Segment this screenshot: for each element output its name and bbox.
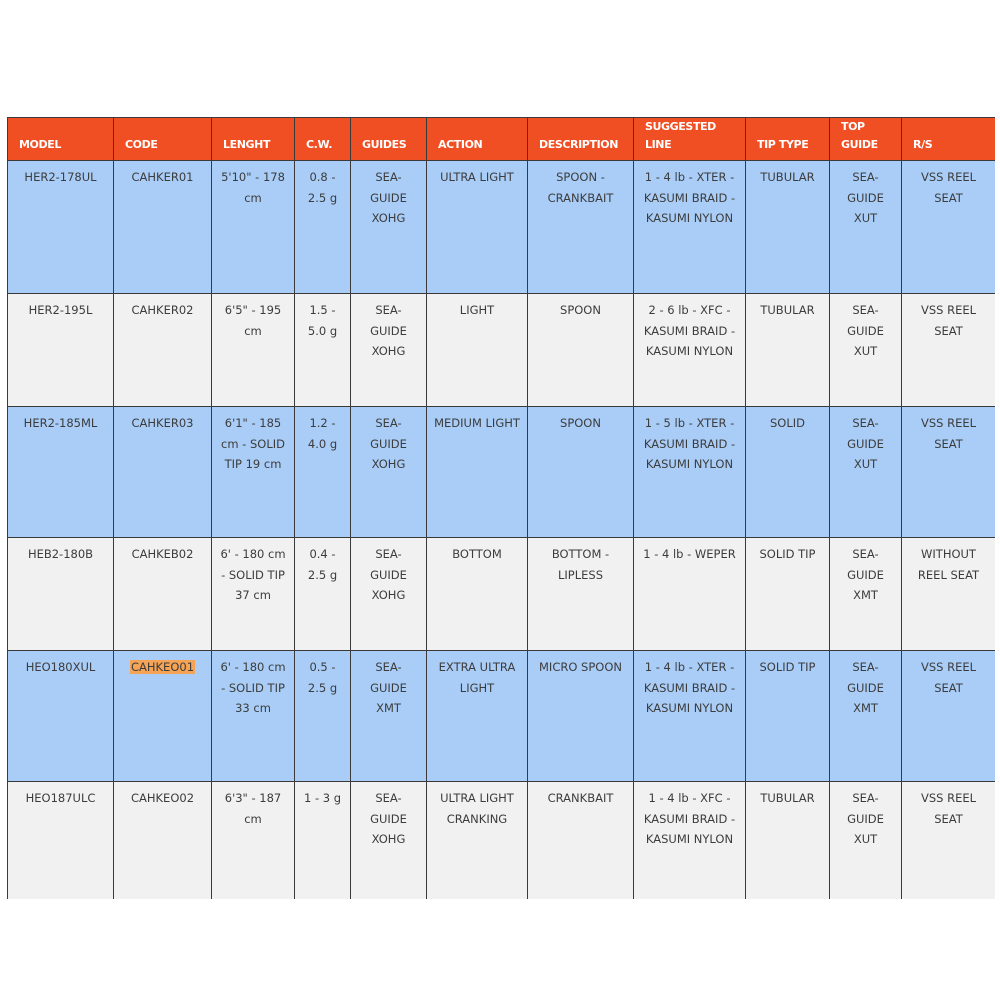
cell-action: EXTRA ULTRA LIGHT bbox=[427, 651, 528, 782]
cell-guides: SEA-GUIDE XOHG bbox=[351, 538, 427, 651]
cell-description: SPOON bbox=[528, 407, 634, 538]
header-action[interactable]: ACTION bbox=[427, 118, 528, 161]
header-top-guide[interactable]: TOP GUIDE bbox=[830, 118, 902, 161]
cell-code: CAHKEB02 bbox=[114, 538, 212, 651]
cell-guides: SEA-GUIDE XMT bbox=[351, 651, 427, 782]
cell-description: SPOON - CRANKBAIT bbox=[528, 161, 634, 294]
table-row bbox=[8, 538, 996, 651]
header-guides[interactable]: GUIDES bbox=[351, 118, 427, 161]
cell-code: CAHKER01 bbox=[114, 161, 212, 294]
cell-top-guide: SEA-GUIDE XUT bbox=[830, 161, 902, 294]
header-tip-type[interactable]: TIP TYPE bbox=[746, 118, 830, 161]
cell-model: HER2-185ML bbox=[8, 407, 114, 538]
header-model[interactable]: MODEL bbox=[8, 118, 114, 161]
cell-cw: 0.8 - 2.5 g bbox=[295, 161, 351, 294]
cell-suggested-line: 1 - 4 lb - XFC - KASUMI BRAID - KASUMI NYLON bbox=[634, 782, 746, 900]
cell-cw: 1.2 - 4.0 g bbox=[295, 407, 351, 538]
table-row bbox=[8, 294, 996, 407]
table-row bbox=[8, 651, 996, 782]
header-cw[interactable]: C.W. bbox=[295, 118, 351, 161]
cell-rs: VSS REEL SEAT bbox=[902, 407, 996, 538]
table-row bbox=[8, 782, 996, 900]
cell-guides: SEA-GUIDE XOHG bbox=[351, 294, 427, 407]
header-row bbox=[8, 118, 996, 161]
cell-model: HER2-195L bbox=[8, 294, 114, 407]
cell-length: 6' - 180 cm - SOLID TIP 33 cm bbox=[212, 651, 295, 782]
cell-top-guide: SEA-GUIDE XUT bbox=[830, 782, 902, 900]
header-description[interactable]: DESCRIPTION bbox=[528, 118, 634, 161]
header-length[interactable]: LENGHT bbox=[212, 118, 295, 161]
cell-length: 6'1" - 185 cm - SOLID TIP 19 cm bbox=[212, 407, 295, 538]
cell-rs: VSS REEL SEAT bbox=[902, 782, 996, 900]
cell-tip-type: SOLID TIP bbox=[746, 538, 830, 651]
cell-suggested-line: 1 - 4 lb - XTER - KASUMI BRAID - KASUMI NYLON bbox=[634, 161, 746, 294]
cell-cw: 1 - 3 g bbox=[295, 782, 351, 900]
header-code[interactable]: CODE bbox=[114, 118, 212, 161]
cell-code: CAHKER02 bbox=[114, 294, 212, 407]
cell-guides: SEA-GUIDE XOHG bbox=[351, 782, 427, 900]
cell-guides: SEA-GUIDE XOHG bbox=[351, 407, 427, 538]
cell-action: BOTTOM bbox=[427, 538, 528, 651]
cell-top-guide: SEA-GUIDE XMT bbox=[830, 651, 902, 782]
cell-action: ULTRA LIGHT bbox=[427, 161, 528, 294]
cell-cw: 0.4 - 2.5 g bbox=[295, 538, 351, 651]
cell-cw: 1.5 - 5.0 g bbox=[295, 294, 351, 407]
cell-tip-type: SOLID TIP bbox=[746, 651, 830, 782]
cell-action: LIGHT bbox=[427, 294, 528, 407]
cell-description: MICRO SPOON bbox=[528, 651, 634, 782]
cell-tip-type: SOLID bbox=[746, 407, 830, 538]
cell-top-guide: SEA-GUIDE XUT bbox=[830, 294, 902, 407]
table-row bbox=[8, 407, 996, 538]
cell-suggested-line: 2 - 6 lb - XFC - KASUMI BRAID - KASUMI NYLON bbox=[634, 294, 746, 407]
rod-spec-table bbox=[7, 117, 995, 899]
cell-rs: VSS REEL SEAT bbox=[902, 294, 996, 407]
cell-top-guide: SEA-GUIDE XUT bbox=[830, 407, 902, 538]
cell-description: BOTTOM - LIPLESS bbox=[528, 538, 634, 651]
cell-code: CAHKER03 bbox=[114, 407, 212, 538]
cell-suggested-line: 1 - 4 lb - WEPER bbox=[634, 538, 746, 651]
cell-action: MEDIUM LIGHT bbox=[427, 407, 528, 538]
cell-model: HEO187ULC bbox=[8, 782, 114, 900]
cell-rs: VSS REEL SEAT bbox=[902, 161, 996, 294]
cell-length: 6'5" - 195 cm bbox=[212, 294, 295, 407]
cell-action: ULTRA LIGHT CRANKING bbox=[427, 782, 528, 900]
table-row bbox=[8, 161, 996, 294]
cell-code bbox=[114, 651, 212, 782]
cell-tip-type: TUBULAR bbox=[746, 294, 830, 407]
header-rs[interactable]: R/S bbox=[902, 118, 996, 161]
cell-model: HEB2-180B bbox=[8, 538, 114, 651]
cell-cw: 0.5 - 2.5 g bbox=[295, 651, 351, 782]
cell-rs: WITHOUT REEL SEAT bbox=[902, 538, 996, 651]
highlighted-code[interactable]: CAHKEO01 bbox=[130, 660, 195, 674]
cell-description: CRANKBAIT bbox=[528, 782, 634, 900]
cell-rs: VSS REEL SEAT bbox=[902, 651, 996, 782]
cell-length: 6'3" - 187 cm bbox=[212, 782, 295, 900]
cell-model: HER2-178UL bbox=[8, 161, 114, 294]
cell-length: 6' - 180 cm - SOLID TIP 37 cm bbox=[212, 538, 295, 651]
cell-description: SPOON bbox=[528, 294, 634, 407]
cell-guides: SEA-GUIDE XOHG bbox=[351, 161, 427, 294]
table-container bbox=[7, 117, 995, 899]
cell-model: HEO180XUL bbox=[8, 651, 114, 782]
cell-suggested-line: 1 - 4 lb - XTER - KASUMI BRAID - KASUMI NYLON bbox=[634, 651, 746, 782]
cell-tip-type: TUBULAR bbox=[746, 782, 830, 900]
header-suggested-line[interactable]: SUGGESTED LINE bbox=[634, 118, 746, 161]
cell-suggested-line: 1 - 5 lb - XTER - KASUMI BRAID - KASUMI NYLON bbox=[634, 407, 746, 538]
cell-code: CAHKEO02 bbox=[114, 782, 212, 900]
cell-length: 5'10" - 178 cm bbox=[212, 161, 295, 294]
cell-top-guide: SEA-GUIDE XMT bbox=[830, 538, 902, 651]
cell-tip-type: TUBULAR bbox=[746, 161, 830, 294]
